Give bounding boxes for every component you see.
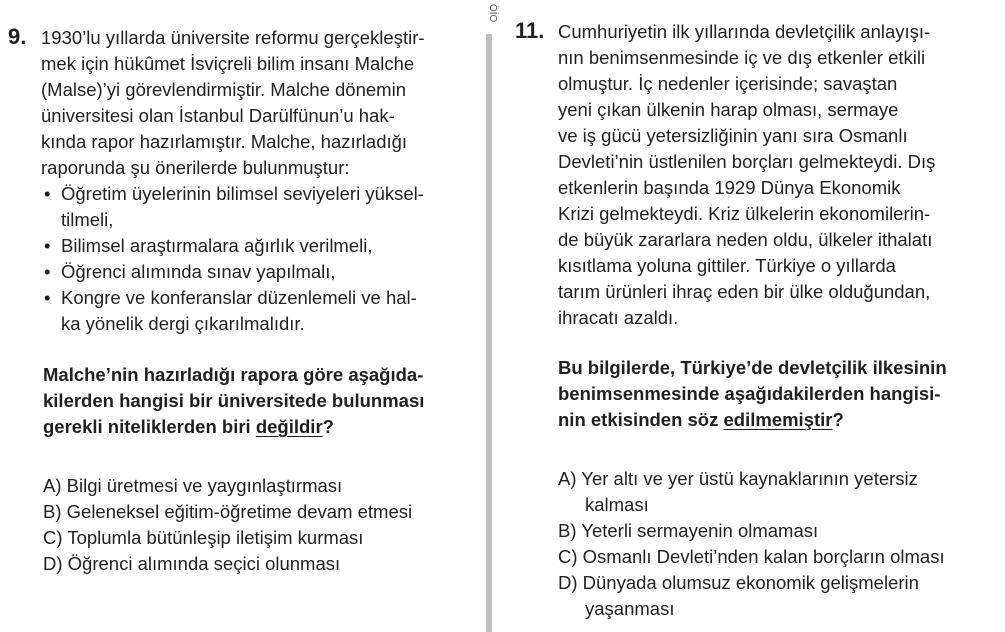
question-prompt: Bu bilgilerde, Türkiye’de devletçilik ilkesinin <box>558 357 947 378</box>
answer-option-d[interactable]: D) Öğrenci alımında seçici olunması <box>43 553 341 574</box>
stem-line: (Malse)’yi görevlendirmiştir. Malche dönemin <box>41 79 406 100</box>
stem-line: 1930’lu yıllarda üniversite reformu gerçekleştir- <box>41 27 425 48</box>
negative-emphasis: edilmemiştir <box>723 409 833 430</box>
answer-option-d-continuation[interactable]: yaşanması <box>585 598 675 619</box>
answer-option-c[interactable]: C) Toplumla bütünleşip iletişim kurması <box>43 527 364 548</box>
question-number: 11. <box>515 18 545 43</box>
stem-line: kısıtlama yoluna gittiler. Türkiye o yıllarda <box>558 255 896 276</box>
stem-line: de büyük zararlara neden oldu, ülkeler ithalatı <box>558 229 933 250</box>
answer-option-a[interactable]: A) Yer altı ve yer üstü kaynaklarının yetersiz <box>558 468 918 489</box>
bullet-item: • Öğrenci alımında sınav yapılmalı, <box>61 260 336 284</box>
question-prompt: kilerden hangisi bir üniversitede bulunması <box>43 390 425 411</box>
bullet-item: • Bilimsel araştırmalara ağırlık verilmeli, <box>61 234 372 258</box>
question-prompt: Malche’nin hazırladığı rapora göre aşağıda- <box>43 364 424 385</box>
bullet-item-continuation: tilmeli, <box>61 209 114 230</box>
answer-option-b[interactable]: B) Geleneksel eğitim-öğretime devam etmesi <box>43 501 413 522</box>
stem-line: etkenlerin başında 1929 Dünya Ekonomik <box>558 177 901 198</box>
answer-option-c[interactable]: C) Osmanlı Devleti’nden kalan borçların olması <box>558 546 945 567</box>
question-prompt-last: nin etkisinden söz edilmemiştir? <box>558 409 844 430</box>
answer-option-a[interactable]: A) Bilgi üretmesi ve yaygınlaştırması <box>43 475 343 496</box>
bullet-item: • Kongre ve konferanslar düzenlemeli ve hal- <box>61 286 417 310</box>
stem-line: ihracatı azaldı. <box>558 307 679 328</box>
stem-line: Krizi gelmekteydi. Kriz ülkelerin ekonomilerin- <box>558 203 931 224</box>
stem-line: raporunda şu önerilerde bulunmuştur: <box>41 157 350 178</box>
answer-option-d[interactable]: D) Dünyada olumsuz ekonomik gelişmelerin <box>558 572 919 593</box>
stem-line: Cumhuriyetin ilk yıllarında devletçilik anlayışı- <box>558 21 931 42</box>
bullet-item: • Öğretim üyelerinin bilimsel seviyeleri yüksel- <box>61 182 424 206</box>
stem-line: nın benimsenmesinde iç ve dış etkenler etkili <box>558 47 926 68</box>
question-number: 9. <box>8 24 27 49</box>
stem-line: olmuştur. İç nedenler içerisinde; savaştan <box>558 73 898 94</box>
stem-line: Devleti’nin üstlenilen borçları gelmekteydi. Dış <box>558 151 936 172</box>
stem-line: üniversitesi olan İstanbul Darülfünun’u hak- <box>41 105 395 126</box>
stem-line: yeni çıkan ülkenin harap olması, sermaye <box>558 99 899 120</box>
question-prompt: benimsenmesinde aşağıdakilerden hangisi- <box>558 383 941 404</box>
stem-line: kında rapor hazırlamıştır. Malche, hazırladığı <box>41 131 408 152</box>
bullet-item-continuation: ka yönelik dergi çıkarılmalıdır. <box>61 313 305 334</box>
negative-emphasis: değildir <box>255 416 323 437</box>
stem-line: ve iş gücü yetersizliğinin yanı sıra Osmanlı <box>558 125 908 146</box>
stem-line: mek için hükûmet İsviçreli bilim insanı Malche <box>41 53 415 74</box>
side-label: ÖİO <box>487 3 498 23</box>
answer-option-a-continuation[interactable]: kalması <box>585 494 649 515</box>
answer-option-b[interactable]: B) Yeterli sermayenin olmaması <box>558 520 819 541</box>
question-prompt-last: gerekli niteliklerden biri değildir? <box>43 416 334 437</box>
stem-line: tarım ürünleri ihraç eden bir ülke olduğundan, <box>558 281 931 302</box>
column-divider <box>486 34 492 632</box>
